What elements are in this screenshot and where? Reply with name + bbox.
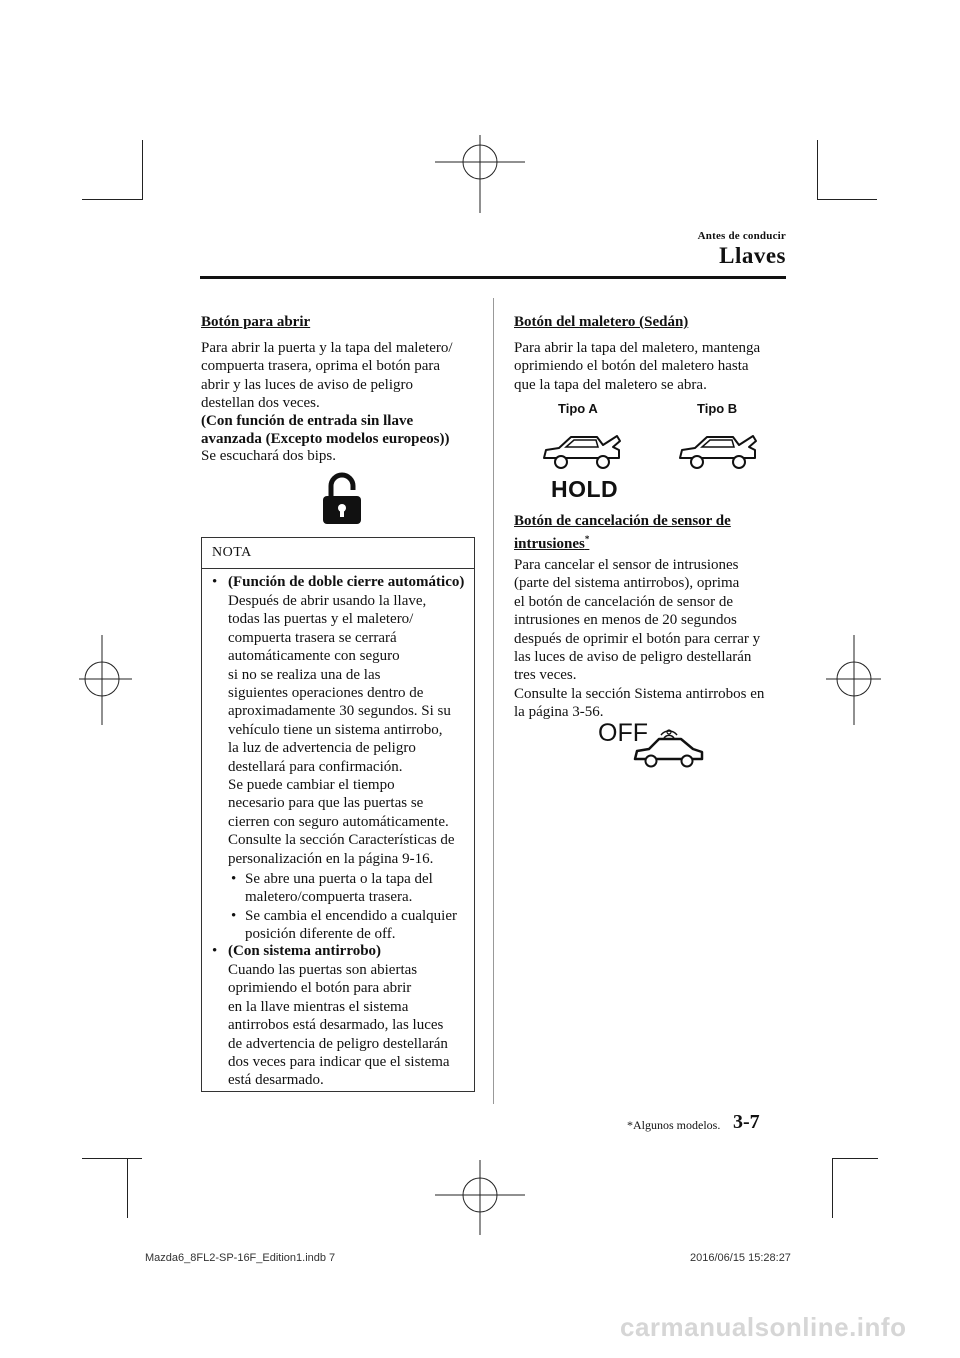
trunk-button-title: Botón del maletero (Sedán) [514, 314, 689, 330]
note-bullet-2: • [212, 943, 218, 959]
hold-label: HOLD [551, 476, 619, 502]
type-a-label: Tipo A [558, 401, 598, 416]
section-label: Antes de conducir [697, 230, 786, 242]
intrusion-footnote-mark: * [584, 534, 590, 544]
note-item1-head: (Función de doble cierre automático) [228, 574, 465, 590]
note-sub-bullet-2: • [231, 908, 237, 924]
footer-filename: Mazda6_8FL2-SP-16F_Edition1.indb 7 [145, 1252, 336, 1264]
note-sub1: Se abre una puerta o la tapa del maletero/compuerta trasera. [245, 871, 433, 906]
page-number: 3-7 [733, 1111, 760, 1133]
intrusion-body: Para cancelar el sensor de intrusiones (parte del sistema antirrobos), oprima el botón de cancelación de sensor de intrusiones en menos de 20 segundos después de oprimir el botón para cerrar y las luces de aviso de peligro destellarán tres veces. Consulte la sección Sistema antirrobos en la página 3-56. [514, 557, 765, 721]
note-sub-bullet-1: • [231, 871, 237, 887]
intrusion-title-line2: intrusiones* [514, 534, 590, 552]
type-b-label: Tipo B [697, 401, 738, 416]
registration-mark-right [826, 635, 886, 725]
open-button-title: Botón para abrir [201, 314, 311, 330]
trunk-open-icon [541, 432, 623, 474]
note-bullet-1: • [212, 574, 218, 590]
open-button-after: Se escuchará dos bips. [201, 448, 336, 464]
footnote-some-models: *Algunos modelos. [627, 1118, 721, 1132]
chapter-title: Llaves [719, 243, 786, 268]
note-item2-head: (Con sistema antirrobo) [228, 943, 382, 959]
watermark: carmanualsonline.info [620, 1312, 907, 1342]
open-button-condition: (Con función de entrada sin llave avanzada (Excepto modelos europeos)) [201, 413, 450, 448]
open-button-body: Para abrir la puerta y la tapa del maletero/ compuerta trasera, oprima el botón para abrir y las luces de aviso de peligro destellan dos veces. [201, 340, 453, 412]
registration-mark-bottom [430, 1160, 530, 1235]
registration-mark-left [74, 635, 134, 725]
off-label: OFF [598, 719, 648, 747]
unlock-icon [321, 470, 365, 526]
registration-mark-top [430, 135, 530, 215]
note-item1-body: Después de abrir usando la llave, todas las puertas y el maletero/ compuerta trasera se cerrará automáticamente con seguro si no se realiza una de las siguientes operaciones dentro de aproximadamente 30 segundos. Si su vehículo tiene un sistema antirrobo, la luz de advertencia de peligro destellará para confirmación. Se puede cambiar el tiempo necesario para que las puertas se cierren con seguro automáticamente. Consulte la sección Características de personalización en la página 9-16. [228, 593, 455, 867]
column-divider [493, 298, 494, 1104]
note-item2-body: Cuando las puertas son abiertas oprimiendo el botón para abrir en la llave mientras el sistema antirrobos está desarmado, las luces de advertencia de peligro destellarán dos veces para indicar que el sistema está desarmado. [228, 962, 450, 1089]
trunk-button-body: Para abrir la tapa del maletero, mantenga oprimiendo el botón del maletero hasta que la tapa del maletero se abra. [514, 340, 761, 393]
footer-date: 2016/06/15 15:28:27 [690, 1252, 791, 1264]
trunk-open-icon [677, 432, 759, 474]
header-rule [200, 276, 786, 279]
intrusion-sensor-icon [633, 728, 705, 768]
note-sub2: Se cambia el encendido a cualquier posición diferente de off. [245, 908, 457, 943]
note-title: NOTA [212, 545, 252, 560]
intrusion-title-line1: Botón de cancelación de sensor de [514, 513, 731, 529]
